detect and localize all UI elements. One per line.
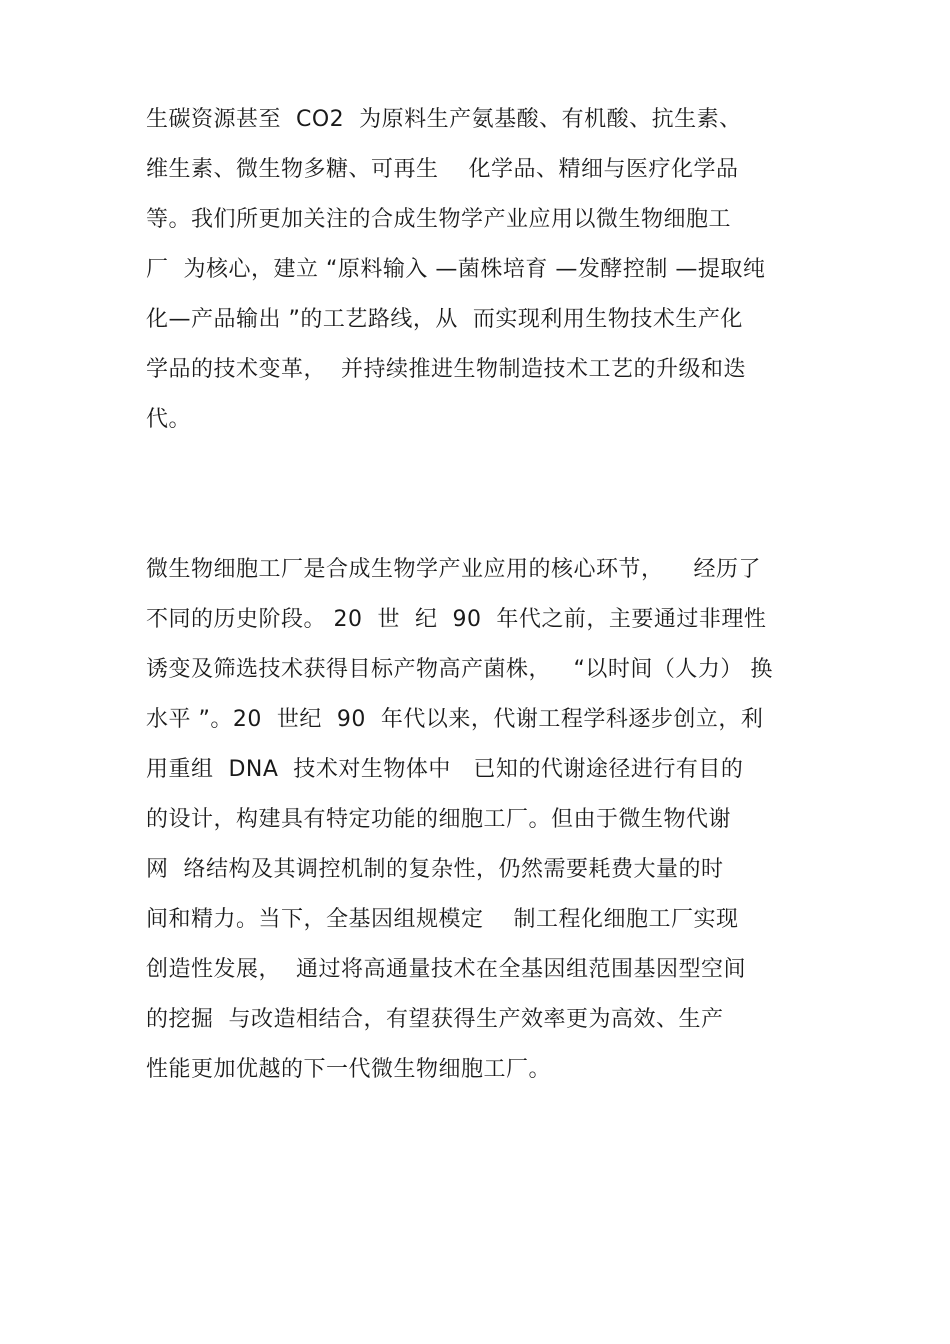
text-line: 的挖掘 与改造相结合，有望获得生产效率更为高效、生产 bbox=[146, 1007, 724, 1032]
paragraph-1 bbox=[146, 100, 826, 450]
text-line: 的设计，构建具有特定功能的细胞工厂。但由于微生物代谢 bbox=[146, 807, 732, 832]
text-line: 诱变及筛选技术获得目标产物高产菌株， “以时间（人力） 换 bbox=[146, 657, 773, 682]
text-line: 不同的历史阶段。 20 世 纪 90 年代之前，主要通过非理性 bbox=[146, 607, 767, 632]
text-line: 厂 为核心，建立 “原料输入 —菌株培育 —发酵控制 —提取纯 bbox=[146, 257, 766, 282]
text-line: 代。 bbox=[146, 407, 192, 432]
text-line: 等。我们所更加关注的合成生物学产业应用以微生物细胞工 bbox=[146, 207, 732, 232]
text-line: 性能更加优越的下一代微生物细胞工厂。 bbox=[146, 1057, 552, 1082]
text-line: 水平 ”。20 世纪 90 年代以来，代谢工程学科逐步创立，利 bbox=[146, 707, 764, 732]
text-line: 网 络结构及其调控机制的复杂性，仍然需要耗费大量的时 bbox=[146, 857, 724, 882]
text-line: 学品的技术变革， 并持续推进生物制造技术工艺的升级和迭 bbox=[146, 357, 746, 382]
text-line: 间和精力。当下，全基因组规模定 制工程化细胞工厂实现 bbox=[146, 907, 739, 932]
text-line: 维生素、微生物多糖、可再生 化学品、精细与医疗化学品 bbox=[146, 157, 739, 182]
text-line: 用重组 DNA 技术对生物体中 已知的代谢途径进行有目的 bbox=[146, 757, 744, 782]
text-line: 微生物细胞工厂是合成生物学产业应用的核心环节， 经历了 bbox=[146, 557, 761, 582]
text-line: 化—产品输出 ”的工艺路线，从 而实现利用生物技术生产化 bbox=[146, 307, 743, 332]
text-line: 生碳资源甚至 CO2 为原料生产氨基酸、有机酸、抗生素、 bbox=[146, 107, 742, 132]
paragraph-2 bbox=[146, 550, 826, 1100]
text-line: 创造性发展， 通过将高通量技术在全基因组范围基因型空间 bbox=[146, 957, 746, 982]
